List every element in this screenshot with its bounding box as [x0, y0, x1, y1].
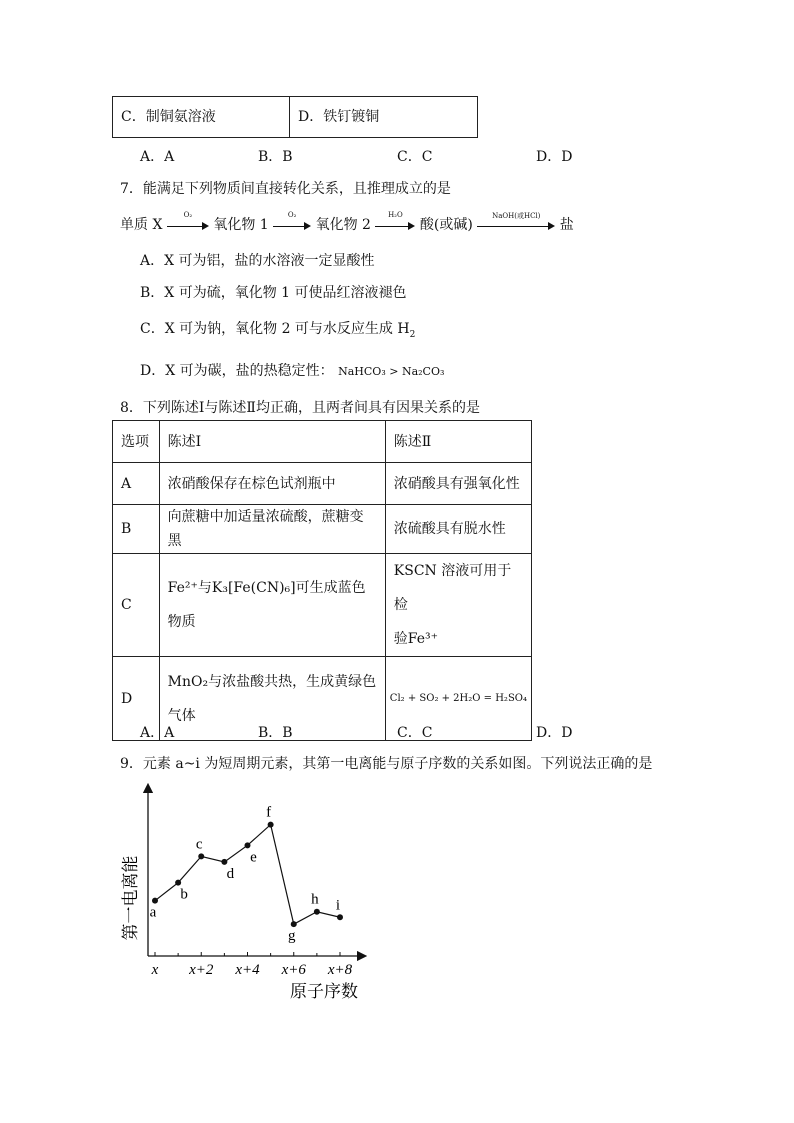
q8-option-d[interactable]: D．D	[536, 725, 573, 741]
chain-start: 单质 X	[120, 217, 163, 233]
y-axis-label: 第一电离能	[121, 855, 140, 941]
table-row	[113, 554, 532, 657]
point-label-f: f	[266, 804, 272, 821]
q8-option-c[interactable]: C．C	[397, 725, 433, 741]
x-tick-label-1: x+2	[189, 962, 214, 978]
point-i	[337, 914, 343, 920]
q6-option-c[interactable]: C．C	[397, 149, 433, 165]
q8-option-b[interactable]: B．B	[258, 725, 293, 741]
chain-arrow-2	[273, 211, 311, 232]
q8-row-c-opt: C	[113, 554, 160, 657]
q6-options	[0, 146, 794, 166]
q8-table	[112, 420, 532, 741]
q6-cell-d-text: D．铁钉镀铜	[298, 109, 380, 125]
q7-option-d[interactable]	[140, 360, 444, 380]
q8-row-d-s2: Cl₂ + SO₂ + 2H₂O = H₂SO₄	[385, 657, 531, 741]
point-label-b: b	[180, 886, 188, 903]
ionization-energy-chart	[110, 780, 370, 1005]
q8-header-opt: 选项	[113, 421, 160, 463]
q6-option-d[interactable]: D．D	[536, 149, 573, 165]
point-label-i: i	[335, 897, 341, 914]
chain-oxide-1: 氧化物 1	[213, 217, 269, 233]
q8-row-d-s1-line1: MnO₂与浓盐酸共热，生成黄绿色	[167, 673, 377, 690]
q7-chain	[120, 211, 574, 234]
q8-row-a-s1: 浓硝酸保存在棕色试剂瓶中	[159, 463, 385, 505]
q8-options	[0, 722, 794, 742]
q8-header-row	[113, 421, 532, 463]
point-c	[198, 853, 204, 859]
table-row	[113, 505, 532, 554]
q7-option-d-formula: NaHCO₃ > Na₂CO₃	[338, 365, 445, 378]
x-tick-label-4: x+8	[327, 962, 353, 978]
q6-option-b[interactable]: B．B	[258, 149, 293, 165]
q8-row-c-s2	[385, 554, 531, 657]
point-label-a: a	[149, 904, 157, 921]
x-axis-label: 原子序数	[290, 982, 358, 1001]
q8-stem: 8．下列陈述Ⅰ与陈述Ⅱ均正确，且两者间具有因果关系的是	[120, 400, 480, 416]
x-tick-label-0: x	[151, 962, 159, 978]
table-row	[113, 463, 532, 505]
chain-arrow-2-label: O₂	[287, 211, 297, 219]
point-label-c: c	[195, 836, 203, 853]
q7-stem: 7．能满足下列物质间直接转化关系，且推理成立的是	[120, 181, 451, 197]
q7-option-c-sub: 2	[409, 329, 416, 340]
point-e	[245, 842, 251, 848]
q8-row-d-opt: D	[113, 657, 160, 741]
chain-oxide-2: 氧化物 2	[315, 217, 371, 233]
chain-arrow-3	[375, 211, 415, 232]
q8-row-d-s1-line2: 气体	[167, 707, 196, 724]
point-label-h: h	[311, 891, 319, 908]
point-h	[314, 909, 320, 915]
q8-header-s1: 陈述Ⅰ	[159, 421, 385, 463]
x-tick-label-2: x+4	[235, 962, 260, 978]
series-line	[155, 825, 340, 925]
q6-table	[112, 96, 478, 138]
point-g	[291, 921, 297, 927]
q8-row-b-s1: 向蔗糖中加适量浓硫酸，蔗糖变黑	[159, 505, 385, 554]
q6-option-a[interactable]: A．A	[140, 149, 175, 165]
chain-arrow-4-label: NaOH(或HCl)	[492, 212, 541, 220]
chain-arrow-3-label: H₂O	[388, 211, 403, 219]
point-a	[152, 898, 158, 904]
q8-row-c-s1-line1: Fe²⁺与K₃[Fe(CN)₆]可生成蓝色	[167, 580, 366, 596]
chain-arrow-1	[167, 211, 209, 232]
point-label-g: g	[288, 928, 296, 945]
chain-salt: 盐	[559, 217, 574, 233]
q8-row-a-opt: A	[113, 463, 160, 505]
q8-header-s2: 陈述Ⅱ	[385, 421, 531, 463]
q8-row-b-s2: 浓硫酸具有脱水性	[385, 505, 531, 554]
q7-option-b[interactable]: B．X 可为硫，氧化物 1 可使品红溶液褪色	[140, 285, 407, 301]
q6-cell-c	[113, 97, 290, 138]
q8-row-b-opt: B	[113, 505, 160, 554]
q8-option-a[interactable]: A．A	[140, 725, 175, 741]
q7-option-a[interactable]: A．X 可为铝，盐的水溶液一定显酸性	[140, 253, 375, 269]
q8-row-c-s2-line1: KSCN 溶液可用于检	[393, 563, 512, 613]
q6-cell-c-text: C．制铜氨溶液	[121, 109, 216, 125]
point-label-e: e	[250, 849, 257, 866]
chain-arrow-1-label: O₂	[183, 211, 193, 219]
q8-row-c-s2-line2: 验Fe³⁺	[393, 631, 439, 647]
q7-option-d-text: D．X 可为碳，盐的热稳定性：	[140, 363, 334, 379]
q8-row-a-s2: 浓硝酸具有强氧化性	[385, 463, 531, 505]
q7-option-c[interactable]	[140, 318, 415, 340]
chain-acid: 酸(或碱)	[419, 217, 473, 233]
x-tick-label-3: x+6	[281, 962, 306, 978]
q9-stem: 9．元素 a~i 为短周期元素，其第一电离能与原子序数的关系如图。下列说法正确的是	[120, 756, 653, 772]
point-label-d: d	[226, 865, 235, 882]
point-b	[175, 880, 181, 886]
q7-option-c-text: C．X 可为钠，氧化物 2 可与水反应生成 H	[140, 321, 410, 337]
q8-row-c-s1-line2: 物质	[167, 614, 196, 630]
q6-cell-d	[290, 97, 478, 138]
chain-arrow-4	[477, 212, 555, 232]
point-d	[221, 859, 227, 865]
point-f	[268, 822, 274, 828]
q8-row-c-s1	[159, 554, 385, 657]
